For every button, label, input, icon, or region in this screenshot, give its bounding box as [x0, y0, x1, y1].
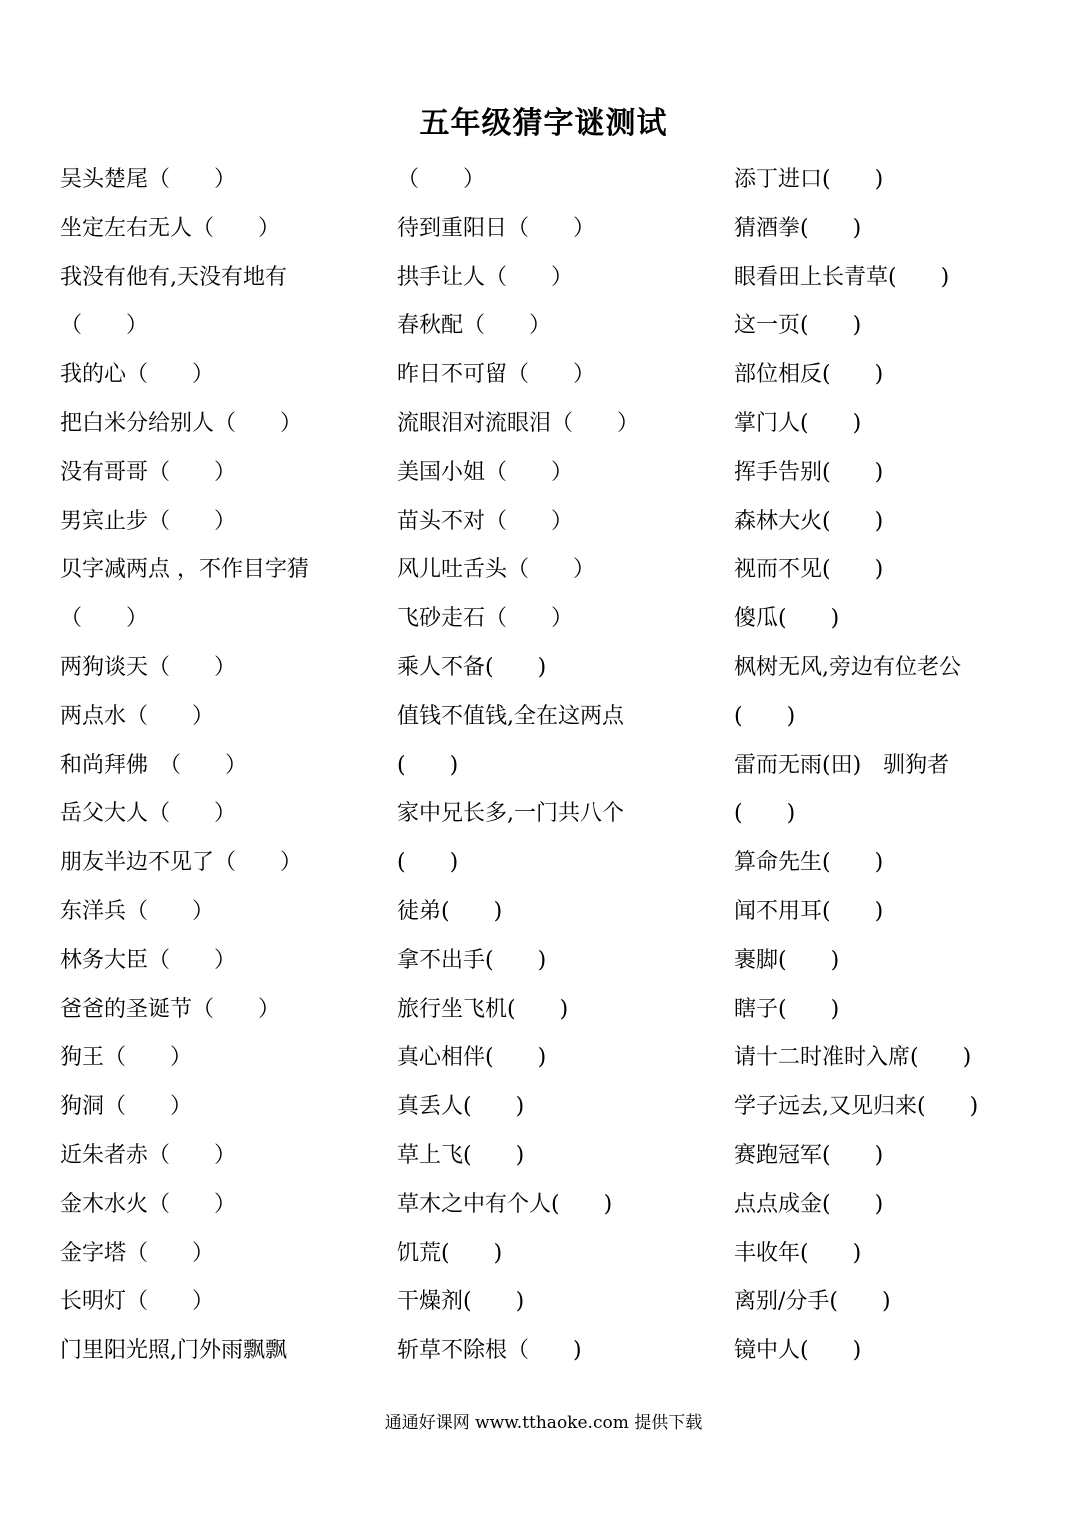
riddle-line: 点点成金( ) — [734, 1191, 884, 1217]
riddle-line: 东洋兵（ ） — [60, 898, 215, 924]
riddle-line: 挥手告别( ) — [734, 459, 884, 485]
riddle-column-2 — [397, 156, 697, 1376]
riddle-line: 长明灯（ ） — [60, 1289, 215, 1315]
riddle-line: 狗洞（ ） — [60, 1094, 193, 1120]
riddle-line: 爸爸的圣诞节（ ） — [60, 996, 281, 1022]
riddle-line: 坐定左右无人（ ） — [60, 215, 281, 241]
riddle-line: 我的心（ ） — [60, 362, 215, 388]
riddle-line: 飞砂走石（ ） — [397, 606, 574, 632]
riddle-line: 门里阳光照,门外雨飘飘 — [60, 1338, 287, 1364]
riddle-line: ( ) — [397, 752, 459, 778]
riddle-line: 朋友半边不见了（ ） — [60, 850, 303, 876]
riddle-line: ( ) — [734, 703, 796, 729]
riddle-line: ( ) — [397, 850, 459, 876]
riddle-line: 赛跑冠军( ) — [734, 1142, 884, 1168]
riddle-line: 近朱者赤（ ） — [60, 1142, 237, 1168]
riddle-line: 离别/分手( ) — [734, 1289, 891, 1315]
riddle-line: 昨日不可留（ ） — [397, 362, 596, 388]
riddle-line: 和尚拜佛 （ ） — [60, 752, 248, 778]
riddle-line: 草木之中有个人( ) — [397, 1191, 613, 1217]
riddle-line: 裹脚( ) — [734, 947, 840, 973]
riddle-line: 傻瓜( ) — [734, 606, 840, 632]
riddle-line: 我没有他有,天没有地有 — [60, 264, 287, 290]
riddle-line: 苗头不对（ ） — [397, 508, 574, 534]
riddle-line: 真心相伴( ) — [397, 1045, 547, 1071]
riddle-line: 值钱不值钱,全在这两点 — [397, 703, 624, 729]
riddle-line: 算命先生( ) — [734, 850, 884, 876]
riddle-line: （ ） — [397, 167, 486, 192]
riddle-line: 风儿吐舌头（ ） — [397, 557, 596, 583]
riddle-line: 把白米分给别人（ ） — [60, 410, 303, 436]
riddle-line: 美国小姐（ ） — [397, 459, 574, 485]
riddle-line: 吴头楚尾（ ） — [60, 167, 237, 192]
riddle-line: 贝字减两点 ，不作目字猜 — [60, 557, 309, 583]
riddle-line: 拱手让人（ ） — [397, 264, 574, 290]
riddle-line: 部位相反( ) — [734, 362, 884, 388]
riddle-line: 瞎子( ) — [734, 996, 840, 1022]
riddle-line: 枫树无风,旁边有位老公 — [734, 654, 961, 680]
riddle-line: 森林大火( ) — [734, 508, 884, 534]
riddle-line: 金木水火（ ） — [60, 1191, 237, 1217]
footer-credit: 通通好课网 www.tthaoke.com 提供下载 — [384, 1413, 703, 1433]
riddle-line: 拿不出手( ) — [397, 947, 547, 973]
riddle-line: 饥荒( ) — [397, 1240, 503, 1266]
riddle-line: （ ） — [60, 313, 149, 339]
riddle-line: 斩草不除根（ ) — [397, 1338, 582, 1364]
riddle-line: 两点水（ ） — [60, 703, 215, 729]
riddle-line: 请十二时准时入席( ) — [734, 1045, 972, 1071]
riddle-line: 雷而无雨(田) 驯狗者 — [734, 752, 950, 778]
riddle-line: 干燥剂( ) — [397, 1289, 525, 1315]
riddle-line: 视而不见( ) — [734, 557, 884, 583]
riddle-line: 两狗谈天（ ） — [60, 654, 237, 680]
riddle-line: 待到重阳日（ ） — [397, 215, 596, 241]
riddle-line: 春秋配（ ） — [397, 313, 552, 339]
riddle-line: 这一页( ) — [734, 313, 862, 339]
riddle-line: 流眼泪对流眼泪（ ） — [397, 410, 640, 436]
riddle-line: 男宾止步（ ） — [60, 508, 237, 534]
riddle-line: 丰收年( ) — [734, 1240, 862, 1266]
riddle-line: 添丁进口( ) — [734, 167, 884, 192]
page-title: 五年级猜字谜测试 — [419, 106, 668, 141]
riddle-line: 狗王（ ） — [60, 1045, 193, 1071]
riddle-line: 镜中人( ) — [734, 1338, 862, 1364]
riddle-column-1 — [60, 156, 360, 1376]
riddle-line: 闻不用耳( ) — [734, 898, 884, 924]
riddle-line: 家中兄长多,一门共八个 — [397, 801, 624, 827]
riddle-line: 草上飞( ) — [397, 1142, 525, 1168]
riddle-column-3 — [734, 156, 1034, 1376]
riddle-line: 真丢人( ) — [397, 1094, 525, 1120]
riddle-line: 乘人不备( ) — [397, 654, 547, 680]
riddle-line: 掌门人( ) — [734, 410, 862, 436]
riddle-line: （ ） — [60, 606, 149, 632]
riddle-line: 岳父大人（ ） — [60, 801, 237, 827]
riddle-line: 没有哥哥（ ） — [60, 459, 237, 485]
riddle-line: 猜酒拳( ) — [734, 215, 862, 241]
riddle-line: 金字塔（ ） — [60, 1240, 215, 1266]
riddle-line: 学子远去,又见归来( ) — [734, 1094, 979, 1120]
riddle-line: ( ) — [734, 801, 796, 827]
riddle-line: 林务大臣（ ） — [60, 947, 237, 973]
riddle-line: 眼看田上长青草( ) — [734, 264, 950, 290]
riddle-line: 旅行坐飞机( ) — [397, 996, 569, 1022]
riddle-line: 徒弟( ) — [397, 898, 503, 924]
